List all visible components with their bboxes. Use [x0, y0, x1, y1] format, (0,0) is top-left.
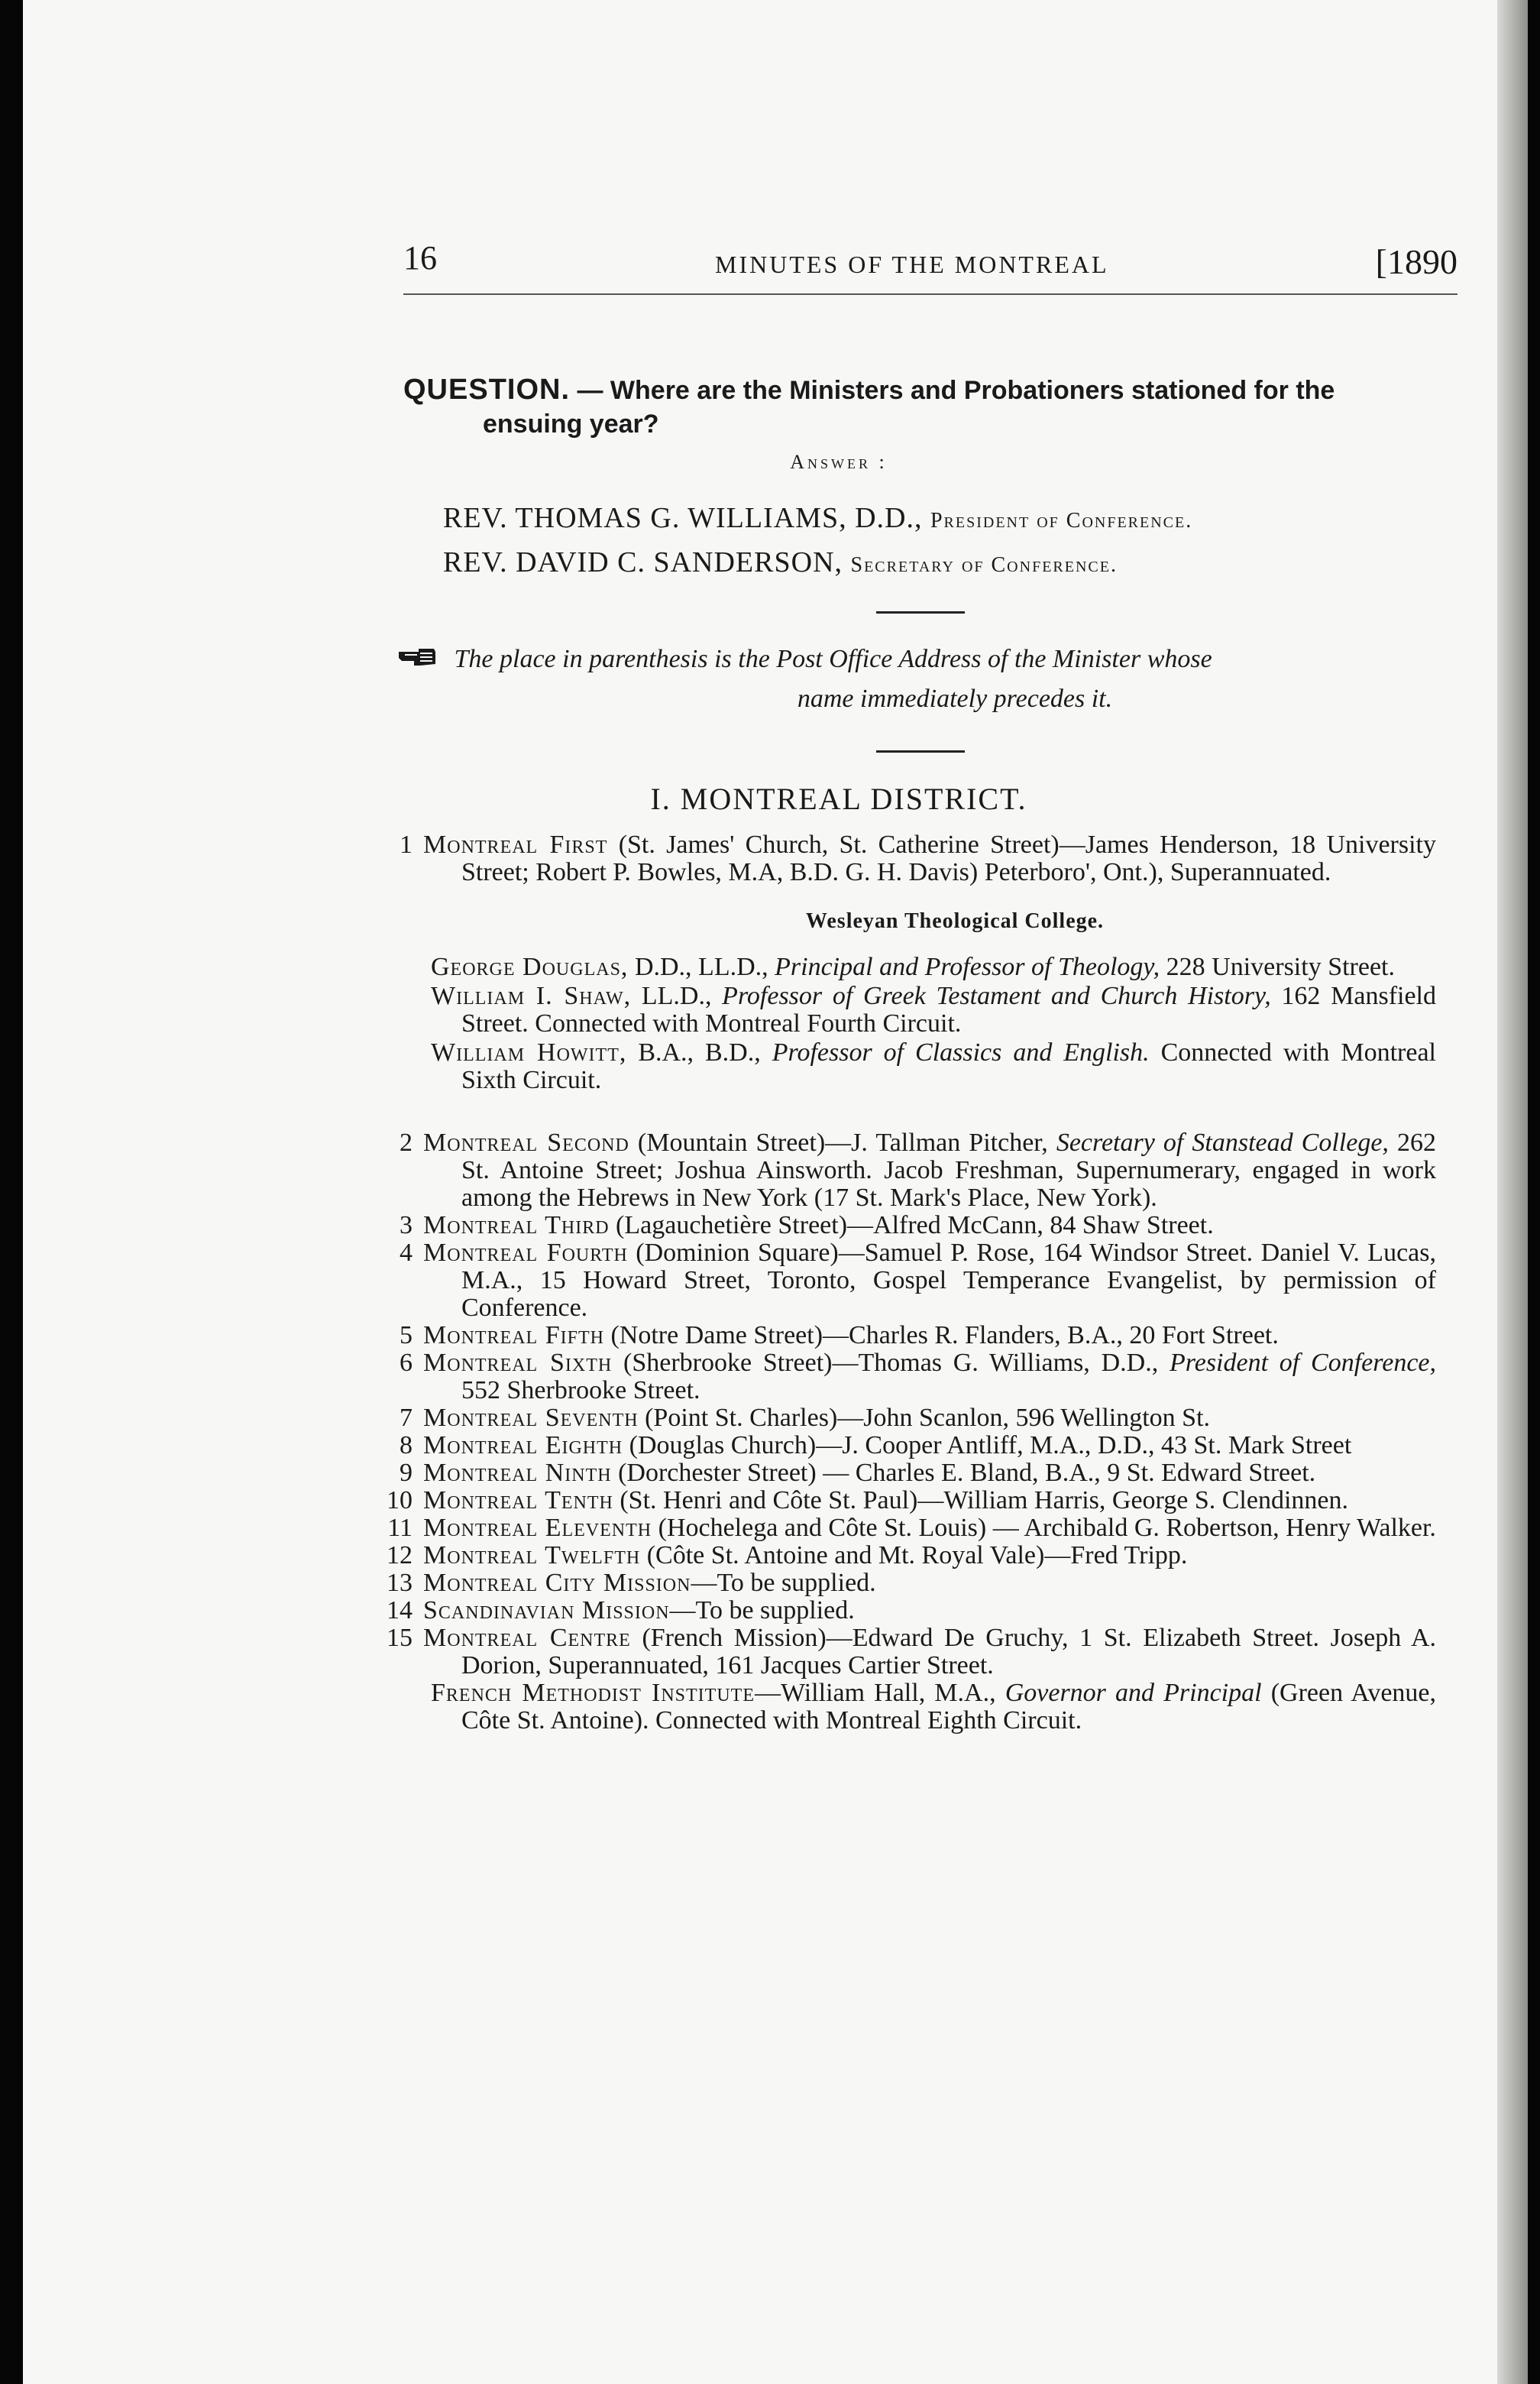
entry-number: 2	[400, 1129, 412, 1157]
circuit-entry	[382, 1569, 1436, 1597]
spacer	[382, 1096, 1436, 1129]
question-text-line2: ensuing year?	[483, 410, 659, 439]
entry-number: 15	[387, 1624, 412, 1652]
circuit-list	[382, 831, 1436, 1736]
circuit-entry	[382, 1322, 1436, 1349]
professor-entry	[382, 1039, 1436, 1094]
circuit-name: Montreal First	[423, 831, 608, 859]
professor-entry	[382, 954, 1436, 981]
circuit-name: Montreal Eleventh	[423, 1514, 652, 1542]
page-number: 16	[403, 239, 437, 277]
circuit-entry	[382, 1239, 1436, 1322]
question-label: QUESTION.	[403, 374, 571, 406]
professor-entry	[382, 983, 1436, 1038]
circuit-name: Montreal Third	[423, 1211, 610, 1239]
circuit-entry	[382, 1624, 1436, 1679]
entry-text: (Point St. Charles)—John Scanlon, 596 Wellington St.	[638, 1404, 1211, 1432]
circuit-name: Montreal Fourth	[423, 1239, 628, 1267]
entry-text: Connected with Montreal Sixth Circuit.	[461, 1038, 1436, 1094]
entry-text: LL.D.,	[631, 982, 723, 1010]
entry-number: 9	[400, 1459, 412, 1487]
secretary-name: REV. DAVID C. SANDERSON,	[443, 546, 843, 578]
circuit-name: Montreal Eighth	[423, 1431, 623, 1459]
president-name: REV. THOMAS G. WILLIAMS, D.D.,	[443, 502, 923, 534]
professor-title: Professor of Greek Testament and Church History,	[722, 982, 1271, 1010]
circuit-entry	[382, 831, 1436, 886]
circuit-name: Montreal Ninth	[423, 1459, 612, 1487]
entry-text: 228 University Street.	[1160, 953, 1395, 981]
secretary-title: Secretary of Conference.	[850, 553, 1118, 577]
president-line	[443, 501, 1192, 535]
entry-italic: Secretary of Stanstead College,	[1056, 1129, 1389, 1157]
entry-text: (Green Avenue, Côte St. Antoine). Connected with Montreal Eighth Circuit.	[461, 1679, 1437, 1735]
secretary-line	[443, 546, 1118, 579]
question-text-line1: — Where are the Ministers and Probationers stationed for the	[577, 376, 1335, 405]
entry-text: (French Mission)—Edward De Gruchy, 1 St. Elizabeth Street. Joseph A. Dorion, Superannuated, 161 Jacques Cartier Street.	[461, 1624, 1436, 1679]
entry-text: (Hochelega and Côte St. Louis) — Archibald G. Robertson, Henry Walker.	[652, 1514, 1436, 1542]
entry-number: 3	[400, 1211, 412, 1239]
circuit-name: Montreal Tenth	[423, 1486, 613, 1514]
institute-entry	[382, 1679, 1436, 1735]
entry-text: (Côte St. Antoine and Mt. Royal Vale)—Fred Tripp.	[640, 1541, 1188, 1569]
circuit-name: Montreal Second	[423, 1129, 629, 1157]
circuit-name: Montreal City Mission	[423, 1569, 691, 1597]
circuit-entry	[382, 1212, 1436, 1239]
circuit-name: Montreal Twelfth	[423, 1541, 641, 1569]
professor-name: George Douglas,	[431, 953, 629, 981]
question-block	[403, 373, 1458, 441]
entry-text: (Sherbrooke Street)—Thomas G. Williams, D.D.,	[612, 1349, 1170, 1377]
entry-number: 1	[400, 831, 412, 859]
circuit-entry	[382, 1459, 1436, 1487]
entry-text: 162 Mansfield Street. Connected with Montreal Fourth Circuit.	[461, 982, 1436, 1038]
note-line2: name immediately precedes it.	[797, 685, 1113, 714]
entry-text: (St. James' Church, St. Catherine Street)—James Henderson, 18 University Street; Robert P. Bowles, M.A, B.D. G. H. Davis) Peterboro', Ont.), Superannuated.	[461, 831, 1436, 886]
entry-text: —William Hall, M.A.,	[755, 1679, 1005, 1707]
circuit-name: Scandinavian Mission	[423, 1596, 670, 1624]
entry-text: (Dorchester Street) — Charles E. Bland, B.A., 9 St. Edward Street.	[611, 1459, 1316, 1487]
circuit-name: Montreal Centre	[423, 1624, 631, 1652]
circuit-entry	[382, 1349, 1436, 1404]
professor-name: William Howitt,	[431, 1038, 627, 1067]
circuit-entry	[382, 1129, 1436, 1212]
professor-name: William I. Shaw,	[431, 982, 632, 1010]
entry-text: B.A., B.D.,	[626, 1038, 772, 1067]
entry-text: —To be supplied.	[691, 1569, 876, 1597]
entry-text: (St. Henri and Côte St. Paul)—William Harris, George S. Clendinnen.	[613, 1486, 1349, 1514]
running-head	[403, 238, 1458, 284]
entry-number: 12	[387, 1541, 412, 1569]
entry-number: 8	[400, 1431, 412, 1459]
college-title: Wesleyan Theological College.	[805, 909, 1105, 933]
divider-rule	[876, 750, 965, 753]
entry-number: 13	[387, 1569, 412, 1597]
address-note	[397, 640, 1467, 718]
entry-number: 11	[387, 1514, 412, 1542]
entry-text: D.D., LL.D.,	[628, 953, 775, 981]
entry-number: 10	[387, 1486, 412, 1514]
note-line1: The place in parenthesis is the Post Office Address of the Minister whose	[454, 645, 1212, 673]
entry-text: (Mountain Street)—J. Tallman Pitcher,	[629, 1129, 1056, 1157]
page-year: [1890	[1375, 242, 1458, 281]
answer-label: Answer :	[790, 451, 888, 473]
entry-number: 14	[387, 1596, 412, 1624]
entry-italic: Governor and Principal	[1005, 1679, 1262, 1707]
circuit-entry	[382, 1487, 1436, 1514]
header-rule	[403, 293, 1458, 295]
entry-text: (Lagauchetière Street)—Alfred McCann, 84 Shaw Street.	[609, 1211, 1214, 1239]
circuit-name: Montreal Sixth	[423, 1349, 613, 1377]
entry-number: 7	[400, 1404, 412, 1432]
circuit-entry	[382, 1597, 1436, 1624]
president-title: President of Conference.	[930, 509, 1193, 533]
institute-name: French Methodist Institute	[431, 1679, 755, 1707]
circuit-entry	[382, 1404, 1436, 1432]
circuit-entry	[382, 1514, 1436, 1542]
entry-italic: President of Conference,	[1169, 1349, 1436, 1377]
professor-title: Principal and Professor of Theology,	[775, 953, 1160, 981]
pointing-hand-icon	[397, 642, 437, 680]
entry-number: 6	[400, 1349, 412, 1377]
district-title: I. MONTREAL DISTRICT.	[650, 782, 1027, 816]
professor-title: Professor of Classics and English.	[772, 1038, 1150, 1067]
entry-text: (Dominion Square)—Samuel P. Rose, 164 Windsor Street. Daniel V. Lucas, M.A., 15 Howard Street, Toronto, Gospel Temperance Evangelist, by permission of Conference.	[461, 1239, 1436, 1322]
circuit-entry	[382, 1432, 1436, 1459]
entry-text: —To be supplied.	[669, 1596, 855, 1624]
entry-text: (Douglas Church)—J. Cooper Antliff, M.A., D.D., 43 St. Mark Street	[623, 1431, 1352, 1459]
circuit-name: Montreal Seventh	[423, 1404, 639, 1432]
entry-text: 552 Sherbrooke Street.	[461, 1376, 700, 1404]
circuit-name: Montreal Fifth	[423, 1321, 604, 1349]
entry-number: 4	[400, 1239, 412, 1267]
divider-rule	[876, 611, 965, 614]
circuit-entry	[382, 1542, 1436, 1569]
running-title: MINUTES OF THE MONTREAL	[715, 251, 1109, 278]
entry-text: 262 St. Antoine Street; Joshua Ainsworth. Jacob Freshman, Supernumerary, engaged in work among the Hebrews in New York (17 St. Mark's Place, New York).	[461, 1129, 1436, 1212]
entry-text: (Notre Dame Street)—Charles R. Flanders, B.A., 20 Fort Street.	[603, 1321, 1279, 1349]
entry-number: 5	[400, 1321, 412, 1349]
